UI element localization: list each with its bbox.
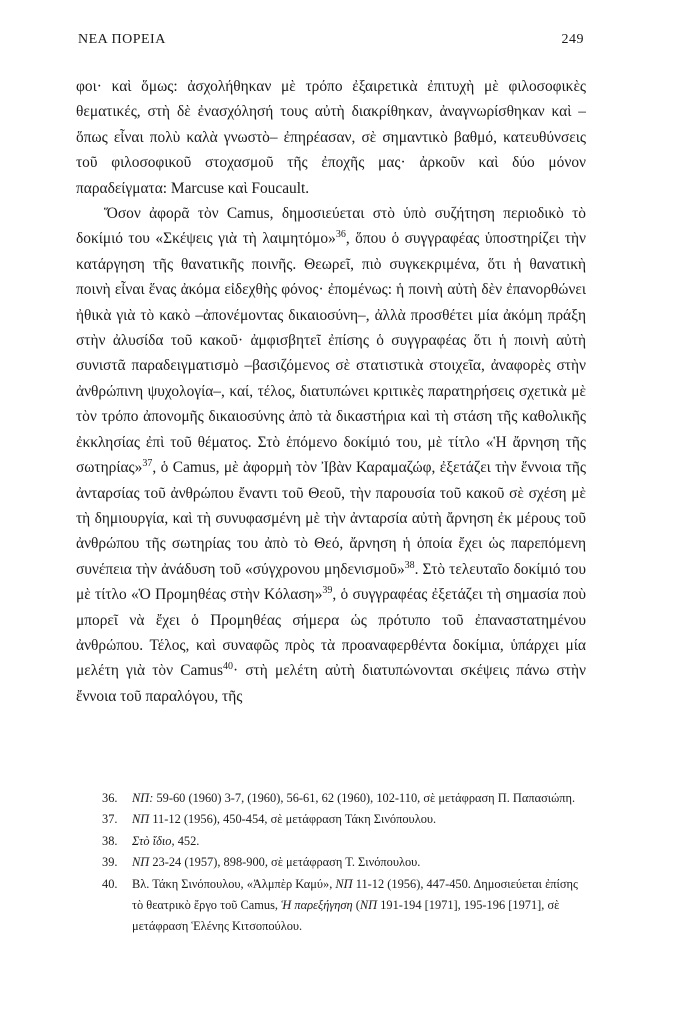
footnote (102, 874, 587, 938)
text-run: Ὅσον ἀφορᾶ τὸν Camus, δημοσιεύεται στὸ ὑπὸ συζήτηση περιοδικὸ τὸ δοκίμιό του «Σκέψεις γιὰ τὴ λαιμητόμο» (76, 205, 586, 248)
running-title: ΝΕΑ ΠΟΡΕΙΑ (78, 32, 166, 47)
text-run: , ὅπου ὁ συγγραφέας ὑποστηρίζει τὴν κατάργηση τῆς θανατικῆς ποινῆς. Θεωρεῖ, πιὸ συγκεκριμένα, ὅτι ἡ θανατικὴ ποινὴ εἶναι ἕνας ἀκόμα εἰδεχθὴς φόνος· ἐπομένως: ἡ ποινὴ αὐτὴ δὲν ἐπανορθώνει ἠθικὰ γιὰ τὸ κακὸ –ἀπονέμοντας δικαιοσύνη–, ἀλλὰ προσθέτει μία ἀκόμη πράξη στὴν ἀλυσίδα τοῦ κακοῦ· ἀμφισβητεῖ ἐπίσης ὁ συγγραφέας ὅτι ἡ ποινὴ αὐτὴ συνιστᾶ παραδειγματισμὸ –βασιζόμενος σὲ στατιστικὰ στοιχεῖα, ἀναφορὲς στὴν ἀνθρώπινη ψυχολογία–, καί, τέλος, διατυπώνει κριτικὲς παρατηρήσεις σχετικὰ μὲ τὸν τρόπο ἀπονομῆς δικαιοσύνης ἀπὸ τὰ δικαστήρια καὶ τὴ στάση τῆς καθολικῆς ἐκκλησίας ἐπὶ τοῦ θέματος. Στὸ ἑπόμενο δοκίμιό του, μὲ τίτλο «Ἡ ἄρνηση τῆς σωτηρίας» (76, 230, 586, 477)
footnote-text-run: 23-24 (1957), 898-900, σὲ μετάφραση Τ. Σινόπουλου. (149, 855, 421, 870)
footnote-text-run: ΝΠ (132, 812, 150, 827)
footnote (102, 809, 587, 830)
page-number: 249 (561, 32, 584, 47)
footnote-text-run: ΝΠ (359, 898, 378, 913)
footnote-ref-39: 39 (322, 585, 333, 596)
footnote-text-run: 191-194 [1971], 195-196 [1971], σὲ μετάφραση Ἑλένης Κιτσοπούλου. (132, 898, 560, 934)
footnote-number: 36. (102, 791, 118, 805)
footnote-text (132, 852, 587, 873)
footnote-text-run: 11-12 (1956), 447-450. Δημοσιεύεται ἐπίσης τὸ θεατρικὸ ἔργο τοῦ Camus, (132, 876, 578, 913)
footnote (102, 852, 587, 873)
footnote-text (132, 874, 587, 938)
footnote-number: 39. (102, 855, 118, 870)
footnote-text-run: ΝΠ: (132, 791, 154, 805)
footnote-ref-36: 36 (335, 229, 346, 241)
footnote-text-run: 59-60 (1960) 3-7, (1960), 56-61, 62 (1960), 102-110, σὲ μετάφραση Π. Παπασιώπη. (153, 791, 576, 805)
footnote-text (132, 788, 587, 809)
footnote-text-run: ( (352, 898, 360, 913)
footnote-number: 38. (102, 833, 118, 848)
footnote-ref-38: 38 (404, 559, 415, 571)
footnote (102, 831, 587, 852)
footnote-ref-37: 37 (142, 457, 153, 469)
footnote-text-run: Ἡ παρεξήγηση (281, 898, 353, 913)
footnote-text (132, 831, 587, 852)
footnote-number: 40. (102, 876, 118, 891)
footnote (102, 788, 587, 809)
page-header (78, 32, 584, 48)
paragraph (76, 201, 586, 709)
footnote-text-run: Στὸ ἴδιο, (132, 833, 175, 848)
text-run: , ὁ Camus, μὲ ἀφορμὴ τὸν Ἰβὰν Καραμαζώφ, ἐξετάζει τὴν ἔννοια τῆς ἀνταρσίας τοῦ ἀνθρώπου ἔναντι τοῦ Θεοῦ, τὴν παρουσία τοῦ κακοῦ σὲ σχέση μὲ τὴ δημιουργία, καὶ τὴ συνυφασμένη μὲ τὴν ἀνταρσία αὐτὴ ἄρνηση ἐκ μέρους τοῦ ἀνθρώπου τῆς σωτηρίας του ἀπὸ τὸ Θεό, ἄρνηση ἡ ὁποία ἔχει ὡς παρεπόμενη συνέπεια τὴν ἀνάδυση τοῦ «σύγχρονου μηδενισμοῦ» (76, 459, 586, 578)
footnote-text-run: 452. (174, 833, 200, 848)
footnote-text-run: 11-12 (1956), 450-454, σὲ μετάφραση Τάκη Σινόπουλου. (149, 812, 437, 827)
footnote-text-run: ΝΠ (132, 855, 150, 870)
text-run: . Στὸ τελευταῖο δοκίμιό του μὲ τίτλο «Ὁ Προμηθέας στὴν Κόλαση» (76, 560, 586, 604)
footnote-text-run: Βλ. Τάκη Σινόπουλου, «Ἀλμπὲρ Καμύ», (132, 876, 336, 891)
text-run: · στὴ μελέτη αὐτὴ διατυπώνονται σκέψεις πάνω στὴν ἔννοια τοῦ παραλόγου, τῆς (76, 662, 586, 705)
footnote-number: 37. (102, 812, 118, 827)
footnotes (102, 788, 587, 938)
text-run: , ὁ συγγραφέας ἐξετάζει τὴ σημασία ποὺ μπορεῖ νὰ ἔχει ὁ Προμηθέας σήμερα ὡς πρότυπο τοῦ ἐπαναστατημένου ἀνθρώπου. Τέλος, καὶ συναφῶς πρὸς τὰ προαναφερθέντα δοκίμια, ὑπάρχει μία μελέτη γιὰ τὸν Camus (76, 586, 587, 680)
main-text (76, 74, 586, 709)
footnote-ref-40: 40 (222, 661, 233, 673)
footnote-text (132, 809, 587, 830)
paragraph: φοι· καὶ ὅμως: ἀσχολήθηκαν μὲ τρόπο ἐξαιρετικὰ ἐπιτυχὴ μὲ φιλοσοφικὲς θεματικές, στὴ δὲ ἐνασχόλησή τους αὐτὴ διακρίθηκαν, ἀναγνωρίσθηκαν καὶ –ὅπως εἶναι πολὺ καλὰ γνωστὸ– ἐπηρέασαν, σὲ σημαντικὸ βαθμό, κατευθύνσεις τοῦ φιλοσοφικοῦ στοχασμοῦ τῆς ἐποχῆς μας· ἀρκοῦν καὶ δύο μόνον παραδείγματα: Marcuse καὶ Foucault. (76, 78, 586, 197)
footnote-text-run: ΝΠ (335, 876, 353, 891)
